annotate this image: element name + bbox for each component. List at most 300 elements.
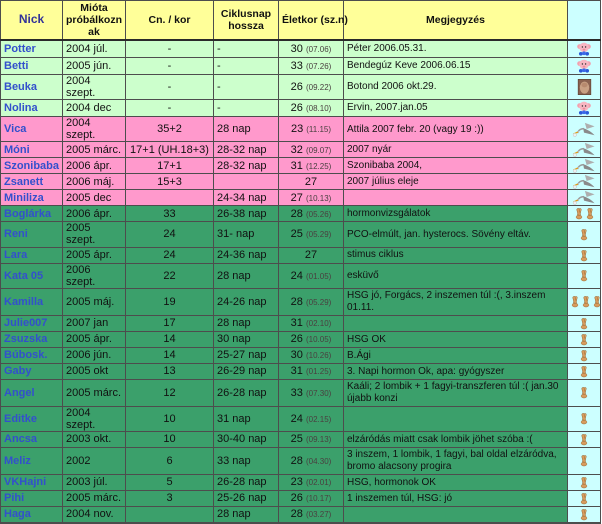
table-row	[1, 506, 601, 522]
nick-link[interactable]: VKHajni	[4, 476, 47, 489]
crossed-fingers-icon	[579, 454, 589, 467]
since-cell: 2005 márc.	[63, 490, 126, 506]
nick-link[interactable]: Gaby	[4, 365, 32, 378]
age-value: 33	[290, 386, 303, 399]
cycleday-age-cell: -	[126, 75, 214, 100]
table-row	[1, 142, 601, 158]
table-row	[1, 117, 601, 142]
status-icons-cell	[568, 247, 601, 263]
nick-link[interactable]: Szonibaba	[4, 159, 60, 172]
notes-cell	[344, 315, 568, 331]
age-date-note: (09.13)	[305, 435, 332, 445]
nick-cell	[1, 447, 63, 474]
nick-link[interactable]: Nolina	[4, 102, 38, 115]
age-date-note: (07.30)	[305, 388, 332, 398]
since-cell: 2005 márc.	[63, 142, 126, 158]
status-icons-cell	[568, 506, 601, 522]
cycle-length-cell: 33 nap	[214, 447, 279, 474]
crossed-fingers-icon	[579, 333, 589, 346]
age-date-note: (01.05)	[305, 271, 332, 281]
status-icons-cell	[568, 158, 601, 174]
baby-icon	[576, 58, 592, 74]
cycle-length-cell	[214, 174, 279, 190]
age-cell	[279, 263, 344, 288]
age-cell	[279, 315, 344, 331]
nick-cell	[1, 522, 63, 523]
age-cell	[279, 522, 344, 523]
since-cell: 2005 dec	[63, 190, 126, 206]
stork-icon	[572, 142, 596, 157]
table-row	[1, 379, 601, 406]
table-row	[1, 447, 601, 474]
column-header-nick: Nick	[1, 1, 63, 41]
notes-cell: Péter 2006.05.31.	[344, 40, 568, 58]
nick-cell	[1, 100, 63, 117]
nick-cell	[1, 190, 63, 206]
age-value: 28	[290, 207, 303, 220]
crossed-fingers-icon	[579, 317, 589, 330]
cycle-length-cell: 31 nap	[214, 406, 279, 431]
stork-icon	[572, 158, 596, 173]
age-cell	[279, 288, 344, 315]
nick-cell	[1, 363, 63, 379]
cycleday-age-cell: 6	[126, 447, 214, 474]
age-cell	[279, 490, 344, 506]
table-row	[1, 331, 601, 347]
notes-cell	[344, 522, 568, 523]
since-cell: 2005 ápr.	[63, 247, 126, 263]
cycleday-age-cell: 13	[126, 363, 214, 379]
age-value: 30	[290, 42, 303, 55]
age-value: 27	[290, 191, 303, 204]
age-cell	[279, 331, 344, 347]
notes-cell: 2007 július eleje	[344, 174, 568, 190]
status-icons-cell	[568, 190, 601, 206]
column-header-icons	[568, 1, 601, 41]
table-row	[1, 363, 601, 379]
status-icons-cell	[568, 174, 601, 190]
age-value: 23	[290, 123, 304, 136]
notes-cell: Ervin, 2007.jan.05	[344, 100, 568, 117]
age-value: 26	[290, 492, 303, 505]
cycleday-age-cell: 10	[126, 406, 214, 431]
cycle-length-cell: 28 nap	[214, 117, 279, 142]
table-row	[1, 75, 601, 100]
cycleday-age-cell: 17+1	[126, 158, 214, 174]
cycle-length-cell: 30-40 nap	[214, 431, 279, 447]
status-icons-cell	[568, 379, 601, 406]
nick-link[interactable]: Ancsa	[4, 433, 38, 446]
since-cell: 2004 júl.	[63, 40, 126, 58]
baby-icon	[576, 41, 592, 57]
age-date-note: (03.27)	[305, 510, 332, 520]
nick-link[interactable]: Beuka	[4, 81, 38, 94]
age-value: 27	[304, 249, 318, 262]
notes-cell: esküvő	[344, 263, 568, 288]
age-value: 28	[290, 454, 303, 467]
status-icons-cell	[568, 100, 601, 117]
age-cell	[279, 247, 344, 263]
age-date-note: (12.25)	[305, 161, 332, 171]
stork-icon	[572, 190, 596, 205]
nick-cell	[1, 75, 63, 100]
age-cell	[279, 347, 344, 363]
cycle-length-cell: 24-34 nap	[214, 190, 279, 206]
age-cell	[279, 379, 344, 406]
cycle-length-cell: 28 nap	[214, 315, 279, 331]
since-cell: 2005 jún.	[63, 58, 126, 75]
crossed-fingers-icon	[581, 295, 591, 308]
cycle-length-cell: 26-38 nap	[214, 206, 279, 222]
age-value: 23	[290, 476, 303, 489]
nick-link[interactable]: Móni	[4, 143, 30, 156]
age-date-note: (04.30)	[305, 456, 332, 466]
status-icons-cell	[568, 347, 601, 363]
age-date-note: (11.15)	[306, 125, 332, 135]
since-cell: 2007 jan	[63, 315, 126, 331]
table-row	[1, 247, 601, 263]
age-cell	[279, 117, 344, 142]
cycleday-age-cell	[126, 506, 214, 522]
cycleday-age-cell: 15+3	[126, 174, 214, 190]
age-value: 28	[290, 295, 303, 308]
nick-link[interactable]: Zsuzska	[4, 333, 48, 346]
nick-link[interactable]: Meliz	[4, 454, 31, 467]
table-row	[1, 40, 601, 58]
status-icons-cell	[568, 117, 601, 142]
nick-cell	[1, 174, 63, 190]
crossed-fingers-icon	[579, 386, 589, 399]
table-row	[1, 158, 601, 174]
notes-cell: B.Ági	[344, 347, 568, 363]
cycleday-age-cell: 10	[126, 431, 214, 447]
cycleday-age-cell: -	[126, 40, 214, 58]
crossed-fingers-icon	[579, 228, 589, 241]
status-icons-cell	[568, 474, 601, 490]
age-date-note: (10.13)	[305, 193, 332, 203]
cycleday-age-cell: 33	[126, 206, 214, 222]
nick-cell	[1, 431, 63, 447]
notes-cell: Bendegúz Keve 2006.06.15	[344, 58, 568, 75]
cycle-length-cell: -	[214, 40, 279, 58]
nick-cell	[1, 263, 63, 288]
notes-cell: HSG, hormonok OK	[344, 474, 568, 490]
table-row	[1, 58, 601, 75]
nick-cell	[1, 506, 63, 522]
cycle-length-cell: 28-32 nap	[214, 142, 279, 158]
nick-link[interactable]: Zsanett	[4, 175, 44, 188]
age-value: 26	[290, 333, 303, 346]
age-date-note: (05.26)	[305, 209, 332, 219]
table-row	[1, 431, 601, 447]
cycle-length-cell: 28 nap	[214, 263, 279, 288]
nick-cell	[1, 406, 63, 431]
since-cell: 2006 szept.	[63, 263, 126, 288]
crossed-fingers-icon	[585, 207, 595, 220]
table-row	[1, 263, 601, 288]
age-cell	[279, 75, 344, 100]
age-cell	[279, 190, 344, 206]
age-value: 31	[290, 317, 303, 330]
table-row	[1, 174, 601, 190]
notes-cell: HSG OK	[344, 331, 568, 347]
notes-cell: stimus ciklus	[344, 247, 568, 263]
cycleday-age-cell: 17+1 (UH.18+3)	[126, 142, 214, 158]
nick-link[interactable]: Kamilla	[4, 295, 44, 308]
age-cell	[279, 447, 344, 474]
baby-photo	[577, 79, 592, 95]
status-icons-cell	[568, 58, 601, 75]
nick-link[interactable]: Vica	[4, 123, 27, 136]
status-icons-cell	[568, 315, 601, 331]
stork-icon	[572, 174, 596, 189]
cycleday-age-cell: 24	[126, 247, 214, 263]
status-icons-cell	[568, 522, 601, 523]
nick-link[interactable]: Potter	[4, 42, 36, 55]
age-cell	[279, 431, 344, 447]
since-cell: 2005 okt	[63, 363, 126, 379]
age-value: 27	[304, 175, 318, 188]
column-header-cycle-length: Ciklusnap hossza	[214, 1, 279, 41]
nick-cell	[1, 142, 63, 158]
age-value: 25	[290, 433, 303, 446]
cycleday-age-cell: 19	[126, 288, 214, 315]
since-cell: 2004 szept.	[63, 75, 126, 100]
notes-cell: 3. Napi hormon Ok, apa: gyógyszer	[344, 363, 568, 379]
nick-link[interactable]: Angel	[4, 386, 35, 399]
filler-row	[1, 522, 601, 523]
nick-link[interactable]: Pihi	[4, 492, 25, 505]
cycle-length-cell: 26-28 nap	[214, 379, 279, 406]
since-cell: 2003 júl.	[63, 474, 126, 490]
age-value: 31	[290, 365, 303, 378]
age-date-note: (07.06)	[305, 44, 332, 54]
since-cell: 2005 márc.	[63, 379, 126, 406]
cycleday-age-cell: 12	[126, 379, 214, 406]
notes-cell: hormonvizsgálatok	[344, 206, 568, 222]
status-icons-cell	[568, 206, 601, 222]
age-value: 28	[290, 508, 303, 521]
since-cell: 2005 szept.	[63, 222, 126, 247]
age-date-note: (01.25)	[305, 367, 332, 377]
age-value: 26	[290, 81, 303, 94]
age-cell	[279, 222, 344, 247]
nick-link[interactable]: Haga	[4, 508, 31, 521]
cycle-length-cell: 28-32 nap	[214, 158, 279, 174]
age-cell	[279, 158, 344, 174]
since-cell: 2004 szept.	[63, 406, 126, 431]
age-cell	[279, 174, 344, 190]
crossed-fingers-icon	[579, 249, 589, 262]
nick-link[interactable]: Miniliza	[4, 191, 44, 204]
cycleday-age-cell: 24	[126, 222, 214, 247]
age-date-note: (05.29)	[305, 230, 332, 240]
table-row	[1, 100, 601, 117]
age-date-note: (10.17)	[305, 494, 332, 504]
crossed-fingers-icon	[579, 508, 589, 521]
nick-link[interactable]: Betti	[4, 59, 29, 72]
cycleday-age-cell: 3	[126, 490, 214, 506]
nick-cell	[1, 347, 63, 363]
crossed-fingers-icon	[592, 295, 602, 308]
age-cell	[279, 474, 344, 490]
nick-cell	[1, 158, 63, 174]
crossed-fingers-icon	[579, 269, 589, 282]
status-icons-cell	[568, 331, 601, 347]
cycle-length-cell: 25-27 nap	[214, 347, 279, 363]
nick-cell	[1, 247, 63, 263]
notes-cell: 3 inszem, 1 lombik, 1 fagyi, bal oldal elzáródva, bromo alacsony progira	[344, 447, 568, 474]
cycle-length-cell: 28 nap	[214, 506, 279, 522]
status-icons-cell	[568, 288, 601, 315]
status-icons-cell	[568, 263, 601, 288]
nick-link[interactable]: Kata 05	[4, 269, 44, 282]
notes-cell: PCO-elmúlt, jan. hysterocs. Sövény eltáv.	[344, 222, 568, 247]
crossed-fingers-icon	[579, 492, 589, 505]
cycle-length-cell: 26-28 nap	[214, 474, 279, 490]
age-date-note: (09.22)	[305, 83, 332, 93]
cycleday-age-cell: 5	[126, 474, 214, 490]
nick-cell	[1, 117, 63, 142]
column-header-notes: Megjegyzés	[344, 1, 568, 41]
table-row	[1, 315, 601, 331]
cycle-length-cell: 24-26 nap	[214, 288, 279, 315]
cycleday-age-cell	[126, 522, 214, 523]
table-row	[1, 190, 601, 206]
crossed-fingers-icon	[570, 295, 580, 308]
notes-cell	[344, 190, 568, 206]
age-date-note: (05.29)	[305, 297, 332, 307]
age-value: 31	[290, 159, 303, 172]
table-row	[1, 347, 601, 363]
since-cell: 2003 okt.	[63, 431, 126, 447]
cycleday-age-cell: 35+2	[126, 117, 214, 142]
cycleday-age-cell: 14	[126, 347, 214, 363]
age-date-note: (07.26)	[305, 61, 332, 71]
header-row	[1, 1, 601, 41]
nick-link[interactable]: Boglárka	[4, 207, 52, 220]
stork-icon	[572, 122, 596, 137]
nick-cell	[1, 379, 63, 406]
age-cell	[279, 206, 344, 222]
notes-cell: HSG jó, Forgács, 2 inszemen túl :(, 3.inszem 01.11.	[344, 288, 568, 315]
table-row	[1, 206, 601, 222]
table-row	[1, 406, 601, 431]
cycleday-age-cell: -	[126, 58, 214, 75]
cycle-length-cell: -	[214, 100, 279, 117]
age-value: 24	[290, 269, 303, 282]
age-value: 25	[290, 228, 303, 241]
notes-cell: 2007 nyár	[344, 142, 568, 158]
since-cell: 2006 ápr.	[63, 158, 126, 174]
age-value: 24	[290, 412, 303, 425]
column-header-age: Életkor (sz.n)	[279, 1, 344, 41]
age-date-note: (02.01)	[305, 478, 332, 488]
notes-cell	[344, 406, 568, 431]
table-row	[1, 222, 601, 247]
crossed-fingers-icon	[579, 476, 589, 489]
column-header-cycleday-age: Cn. / kor	[126, 1, 214, 41]
nick-link[interactable]: Julie007	[4, 317, 48, 330]
cycleday-age-cell	[126, 190, 214, 206]
age-value: 26	[290, 102, 303, 115]
nick-cell	[1, 206, 63, 222]
since-cell: 2002	[63, 447, 126, 474]
age-cell	[279, 363, 344, 379]
status-icons-cell	[568, 142, 601, 158]
since-cell	[63, 522, 126, 523]
crossed-fingers-icon	[579, 433, 589, 446]
since-cell: 2005 máj.	[63, 288, 126, 315]
notes-cell: Szonibaba 2004,	[344, 158, 568, 174]
cycle-length-cell: 30 nap	[214, 331, 279, 347]
nick-cell	[1, 331, 63, 347]
cycle-length-cell: 26-29 nap	[214, 363, 279, 379]
nick-cell	[1, 222, 63, 247]
nick-cell	[1, 490, 63, 506]
age-date-note: (02.15)	[305, 414, 332, 424]
nick-link[interactable]: Reni	[4, 228, 28, 241]
nick-link[interactable]: Editke	[4, 412, 38, 425]
cycleday-age-cell: -	[126, 100, 214, 117]
age-cell	[279, 100, 344, 117]
nick-link[interactable]: Búbosk.	[4, 349, 48, 362]
age-cell	[279, 506, 344, 522]
cycleday-age-cell: 17	[126, 315, 214, 331]
age-value: 32	[290, 143, 303, 156]
nick-cell	[1, 58, 63, 75]
since-cell: 2006 ápr.	[63, 206, 126, 222]
cycle-length-cell: 25-26 nap	[214, 490, 279, 506]
cycleday-age-cell: 22	[126, 263, 214, 288]
status-icons-cell	[568, 363, 601, 379]
age-cell	[279, 142, 344, 158]
status-icons-cell	[568, 75, 601, 100]
status-icons-cell	[568, 40, 601, 58]
table-row	[1, 288, 601, 315]
crossed-fingers-icon	[579, 349, 589, 362]
notes-cell: 1 inszemen túl, HSG: jó	[344, 490, 568, 506]
age-cell	[279, 40, 344, 58]
cycle-length-cell	[214, 522, 279, 523]
status-icons-cell	[568, 406, 601, 431]
notes-cell: elzáródás miatt csak lombik jöhet szóba :(	[344, 431, 568, 447]
table-row	[1, 474, 601, 490]
nick-cell	[1, 288, 63, 315]
cycle-length-cell: -	[214, 75, 279, 100]
age-cell	[279, 58, 344, 75]
age-value: 30	[290, 349, 303, 362]
nick-link[interactable]: Lara	[4, 249, 28, 262]
age-date-note: (08.10)	[305, 104, 332, 114]
baby-icon	[576, 100, 592, 116]
notes-cell: Botond 2006 okt.29.	[344, 75, 568, 100]
crossed-fingers-icon	[579, 365, 589, 378]
status-icons-cell	[568, 222, 601, 247]
notes-cell: Attila 2007 febr. 20 (vagy 19 :))	[344, 117, 568, 142]
cycle-length-cell: 24-36 nap	[214, 247, 279, 263]
age-date-note: (10.26)	[305, 351, 332, 361]
since-cell: 2006 jún.	[63, 347, 126, 363]
nick-cell	[1, 315, 63, 331]
age-value: 33	[290, 59, 303, 72]
since-cell: 2004 dec	[63, 100, 126, 117]
since-cell: 2004 nov.	[63, 506, 126, 522]
status-icons-cell	[568, 447, 601, 474]
since-cell: 2005 ápr.	[63, 331, 126, 347]
notes-cell	[344, 506, 568, 522]
since-cell: 2004 szept.	[63, 117, 126, 142]
